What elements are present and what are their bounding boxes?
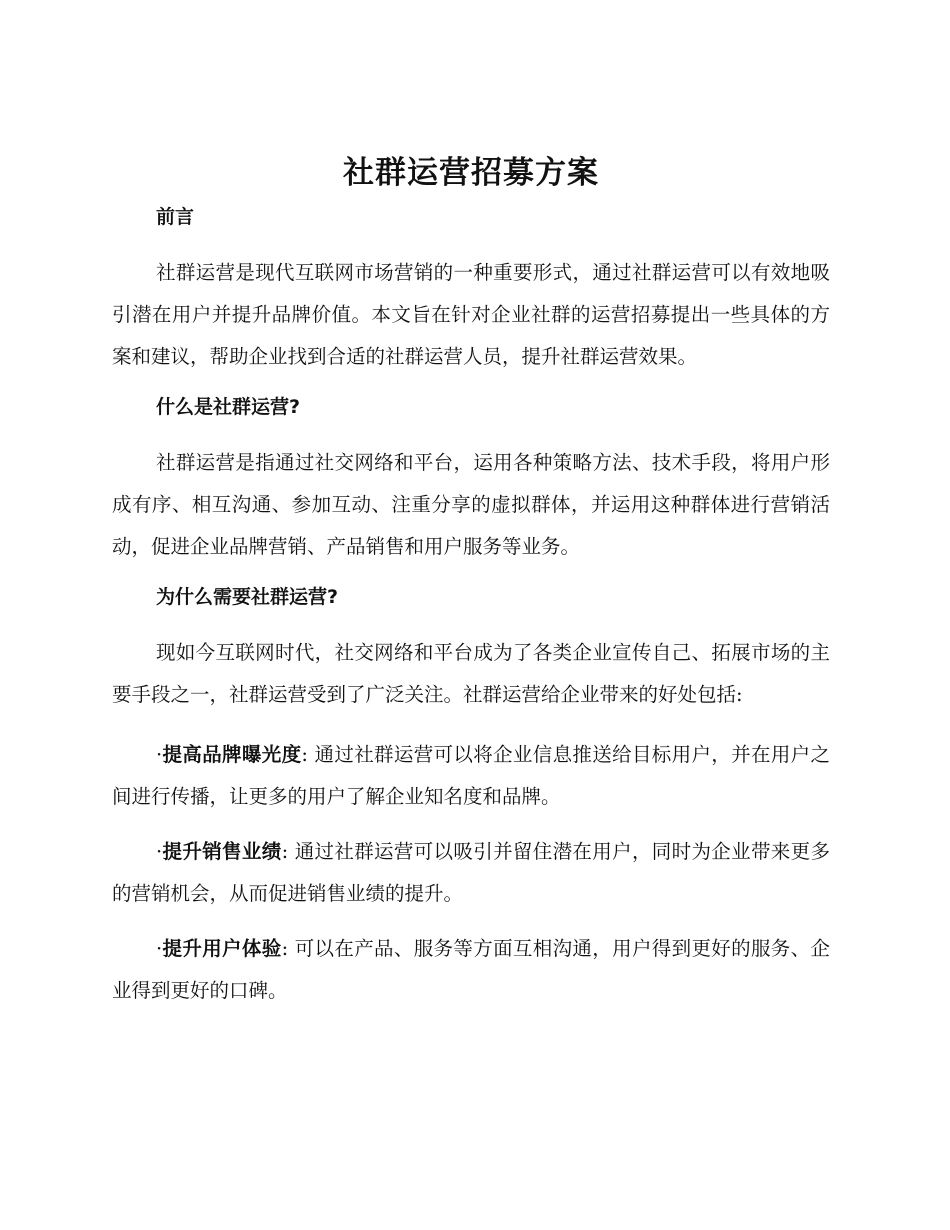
bullet-marker: ·: [156, 937, 163, 960]
bullet-item-sales: [112, 831, 830, 915]
section-heading-what-is: 什么是社群运营?: [156, 396, 301, 418]
paragraph-preface: 社群运营是现代互联网市场营销的一种重要形式，通过社群运营可以有效地吸引潜在用户并提升品牌价值。本文旨在针对企业社群的运营招募提出一些具体的方案和建议，帮助企业找到合适的社群运营人员，提升社群运营效果。: [112, 261, 830, 368]
document-title: 社群运营招募方案: [343, 155, 599, 191]
bullet-term: 提升销售业绩: [162, 840, 282, 863]
bullet-text: 通过社群运营可以吸引并留住潜在用户，同时为企业带来更多的营销机会，从而促进销售业绩的提升。: [112, 840, 830, 905]
bullet-term: 提高品牌曝光度: [162, 743, 302, 766]
section-heading-preface: 前言: [156, 206, 195, 228]
bullet-marker: ·: [156, 840, 163, 863]
bullet-term: 提升用户体验: [162, 937, 282, 960]
paragraph-why: 现如今互联网时代，社交网络和平台成为了各类企业宣传自己、拓展市场的主要手段之一，社群运营受到了广泛关注。社群运营给企业带来的好处包括:: [112, 641, 830, 706]
bullet-separator: :: [281, 937, 289, 960]
section-heading-why: 为什么需要社群运营?: [156, 586, 339, 608]
document-page: [112, 150, 830, 1025]
bullet-text: 通过社群运营可以将企业信息推送给目标用户，并在用户之间进行传播，让更多的用户了解企业知名度和品牌。: [112, 743, 830, 808]
bullet-marker: ·: [156, 743, 163, 766]
bullet-item-user-experience: [112, 928, 830, 1012]
bullet-separator: :: [281, 840, 289, 863]
bullet-separator: :: [301, 743, 308, 766]
paragraph-what-is: 社群运营是指通过社交网络和平台，运用各种策略方法、技术手段，将用户形成有序、相互沟通、参加互动、注重分享的虚拟群体，并运用这种群体进行营销活动，促进企业品牌营销、产品销售和用户服务等业务。: [112, 451, 830, 558]
bullet-text: 可以在产品、服务等方面互相沟通，用户得到更好的服务、企业得到更好的口碑。: [112, 937, 830, 1002]
bullet-item-brand-exposure: [112, 734, 830, 818]
